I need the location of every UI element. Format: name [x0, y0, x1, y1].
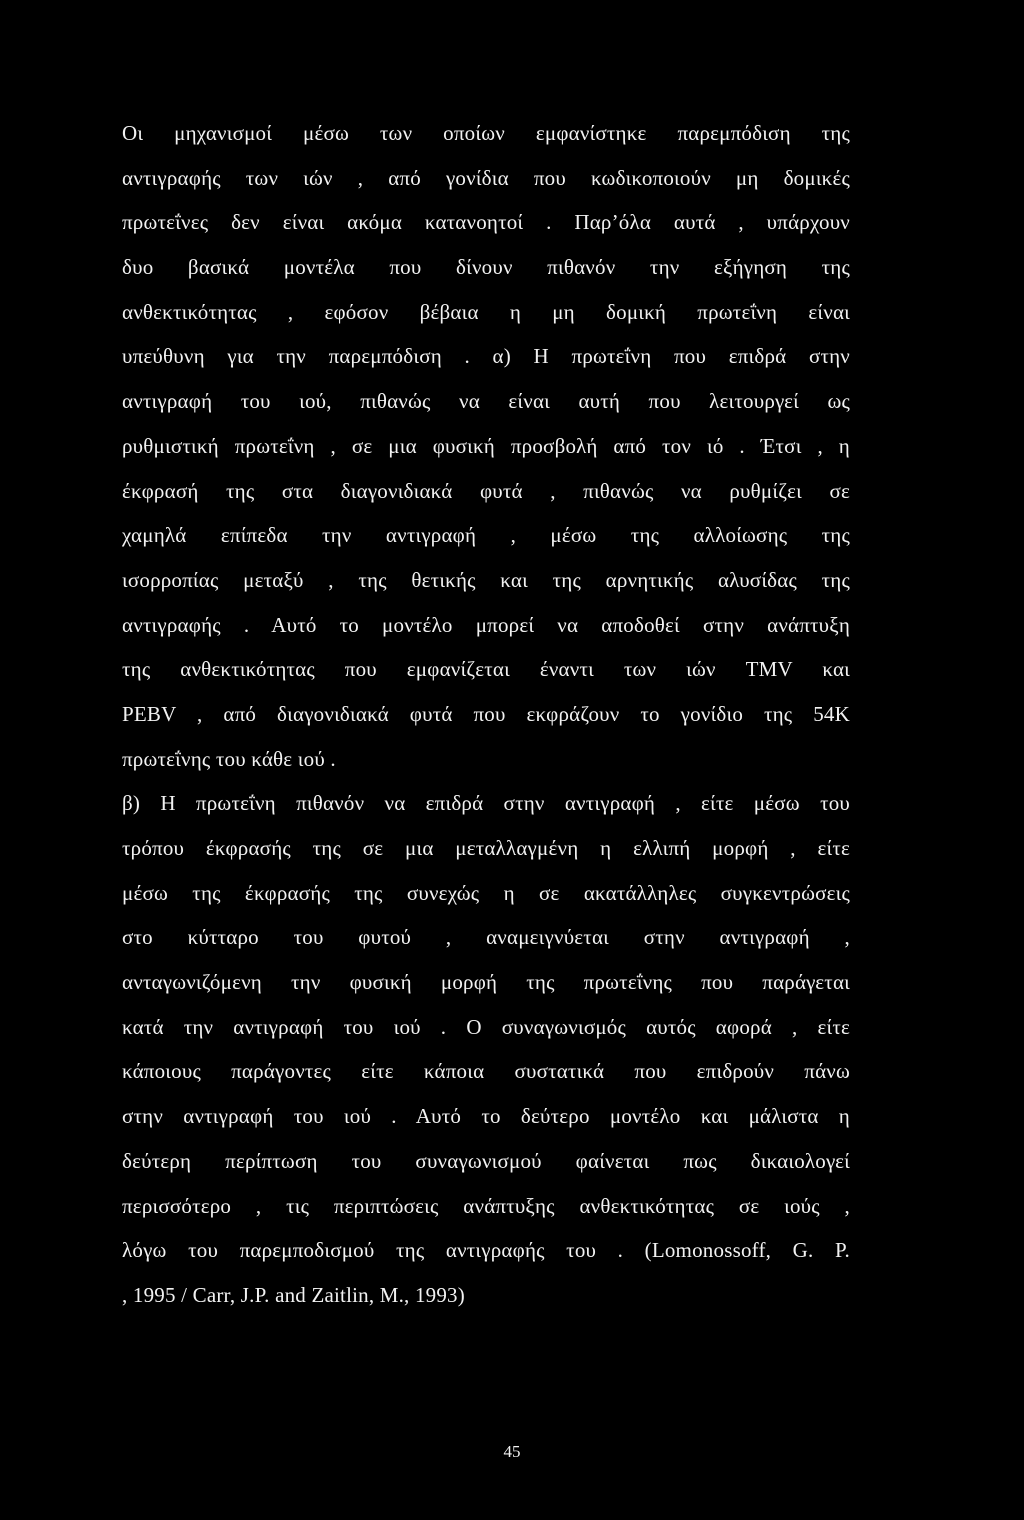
- text-line: στην αντιγραφή του ιού . Αυτό το δεύτερο μοντέλο και μάλιστα η: [122, 1104, 850, 1129]
- text-line: της ανθεκτικότητας που εμφανίζεται έναντι των ιών TMV και: [122, 657, 850, 682]
- text-line: τρόπου έκφρασής της σε μια μεταλλαγμένη η ελλιπή μορφή , είτε: [122, 836, 850, 860]
- text-line: ανθεκτικότητας , εφόσον βέβαια η μη δομική πρωτεΐνη είναι: [122, 299, 850, 324]
- text-line: μέσω της έκφρασής της συνεχώς η σε ακατάλληλες συγκεντρώσεις: [122, 880, 850, 905]
- text-line: πρωτεΐνες δεν είναι ακόμα κατανοητοί . Παρ’όλα αυτά , υπάρχουν: [122, 210, 850, 235]
- text-line: δεύτερη περίπτωση του συναγωνισμού φαίνεται πως δικαιολογεί: [122, 1148, 850, 1173]
- text-line: υπεύθυνη για την παρεμπόδιση . α) Η πρωτεΐνη που επιδρά στην: [122, 344, 850, 369]
- body-text: [122, 123, 850, 1330]
- text-line: κατά την αντιγραφή του ιού . Ο συναγωνισμός αυτός αφορά , είτε: [122, 1014, 850, 1039]
- text-line: περισσότερο , τις περιπτώσεις ανάπτυξης ανθεκτικότητας σε ιούς ,: [122, 1193, 850, 1218]
- text-line: στο κύτταρο του φυτού , αναμειγνύεται στην αντιγραφή ,: [122, 925, 850, 950]
- text-line: λόγω του παρεμποδισμού της αντιγραφής του . (Lomonossoff, G. P.: [122, 1238, 850, 1263]
- text-line: , 1995 / Carr, J.P. and Zaitlin, M., 1993): [122, 1282, 465, 1307]
- text-line: PEBV , από διαγονιδιακά φυτά που εκφράζουν το γονίδιο της 54K: [122, 701, 850, 726]
- page-number: 45: [503, 1442, 521, 1461]
- text-line: χαμηλά επίπεδα την αντιγραφή , μέσω της αλλοίωσης της: [122, 523, 850, 548]
- text-line: αντιγραφής . Αυτό το μοντέλο μπορεί να αποδοθεί στην ανάπτυξη: [122, 612, 850, 637]
- text-line: κάποιους παράγοντες είτε κάποια συστατικά που επιδρούν πάνω: [122, 1059, 850, 1084]
- text-line: ισορροπίας μεταξύ , της θετικής και της αρνητικής αλυσίδας της: [122, 567, 850, 592]
- text-line: ανταγωνιζόμενη την φυσική μορφή της πρωτεΐνης που παράγεται: [122, 970, 850, 995]
- text-line: β) Η πρωτεΐνη πιθανόν να επιδρά στην αντιγραφή , είτε μέσω του: [122, 791, 850, 816]
- text-line: Οι μηχανισμοί μέσω των οποίων εμφανίστηκε παρεμπόδιση της: [122, 121, 850, 145]
- text-line: αντιγραφής των ιών , από γονίδια που κωδικοποιούν μη δομικές: [122, 165, 850, 190]
- text-line: πρωτεΐνης του κάθε ιού .: [122, 746, 336, 771]
- text-line: έκφρασή της στα διαγονιδιακά φυτά , πιθανώς να ρυθμίζει σε: [122, 478, 850, 503]
- text-line: ρυθμιστική πρωτεΐνη , σε μια φυσική προσβολή από τον ιό . Έτσι , η: [122, 433, 850, 458]
- text-line: δυο βασικά μοντέλα που δίνουν πιθανόν την εξήγηση της: [122, 255, 850, 280]
- text-line: αντιγραφή του ιού, πιθανώς να είναι αυτή που λειτουργεί ως: [122, 389, 850, 414]
